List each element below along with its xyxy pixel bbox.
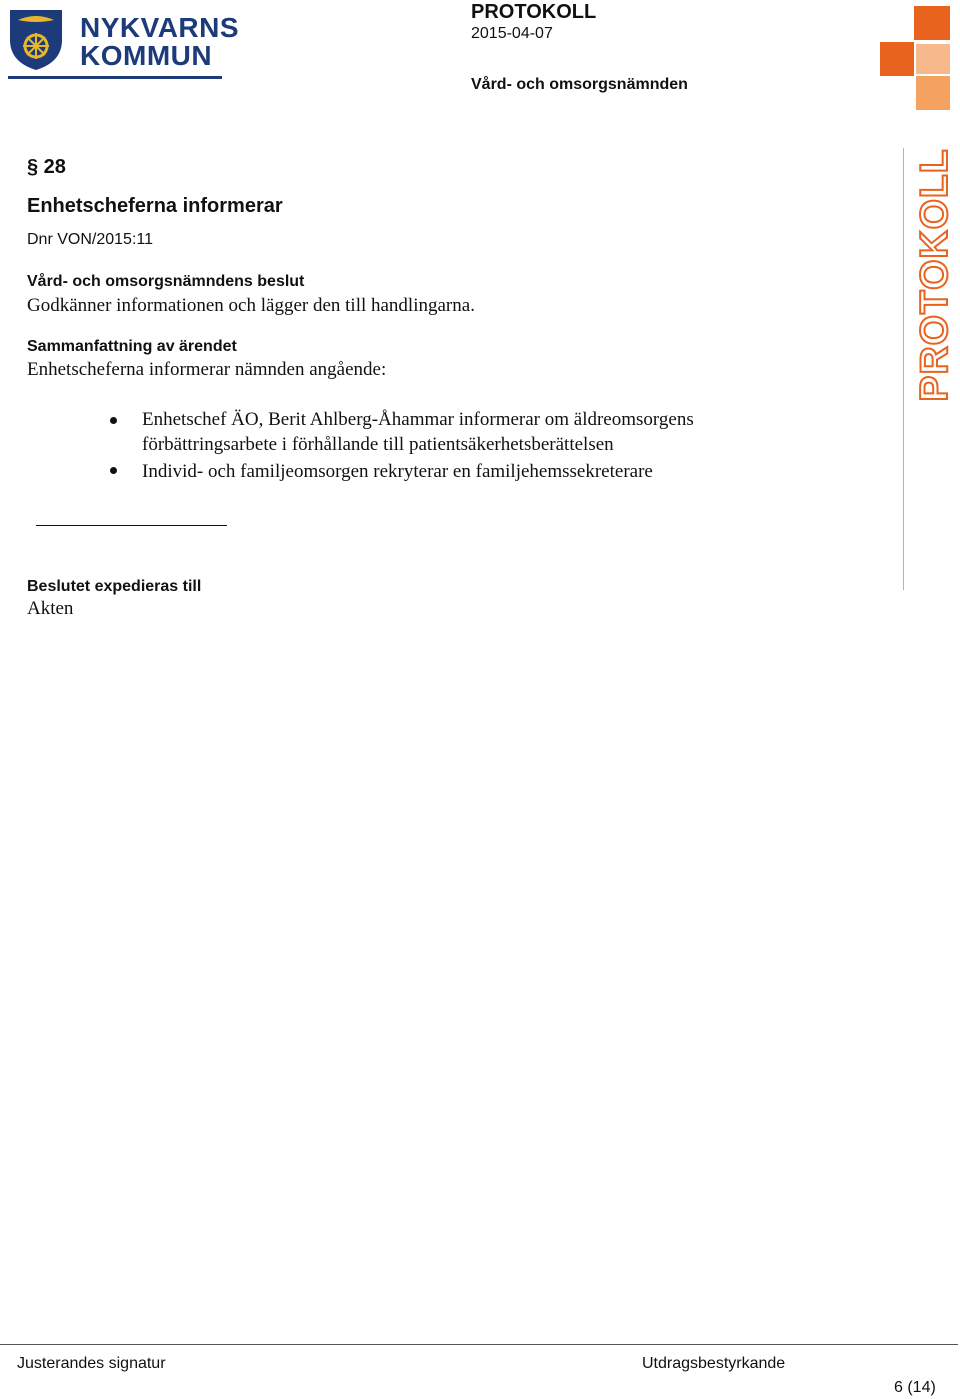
section-divider	[36, 525, 227, 526]
side-divider	[903, 148, 904, 590]
decision-text: Godkänner informationen och lägger den till handlingarna.	[27, 295, 475, 316]
dispatch-heading: Beslutet expedieras till	[27, 578, 202, 595]
list-item-continuation: förbättringsarbete i förhållande till patientsäkerhetsberättelsen	[142, 434, 614, 455]
list-item: Individ- och familjeomsorgen rekryterar en familjehemssekreterare	[142, 461, 653, 482]
dispatch-recipient: Akten	[27, 598, 74, 619]
list-item: Enhetschef ÄO, Berit Ahlberg-Åhammar informerar om äldreomsorgens	[142, 409, 694, 430]
bullet-icon	[110, 417, 117, 424]
signature-label-certification: Utdragsbestyrkande	[642, 1355, 786, 1372]
decision-heading: Vård- och omsorgsnämndens beslut	[27, 273, 305, 290]
paragraph-number: § 28	[27, 156, 66, 178]
municipality-name	[80, 14, 239, 70]
decorative-squares-icon	[876, 4, 956, 112]
document-type: PROTOKOLL	[471, 1, 597, 23]
footer-divider	[0, 1344, 958, 1345]
logo-underline	[8, 76, 222, 79]
bullet-icon	[110, 467, 117, 474]
side-mark-text: PROTOKOLL	[913, 148, 956, 402]
municipality-name-line1: NYKVARNS	[80, 12, 240, 43]
section-title: Enhetscheferna informerar	[27, 195, 283, 217]
committee-name: Vård- och omsorgsnämnden	[471, 76, 688, 93]
municipality-logo	[8, 6, 240, 80]
coat-of-arms-icon	[8, 6, 64, 72]
signature-label-adjusters: Justerandes signatur	[17, 1355, 166, 1372]
summary-intro: Enhetscheferna informerar nämnden angående:	[27, 359, 387, 380]
page-number: 6 (14)	[894, 1379, 936, 1396]
summary-heading: Sammanfattning av ärendet	[27, 338, 237, 355]
case-number: Dnr VON/2015:11	[27, 231, 153, 248]
side-mark	[915, 150, 955, 400]
document-date: 2015-04-07	[471, 25, 553, 42]
municipality-name-line2: KOMMUN	[80, 40, 213, 71]
